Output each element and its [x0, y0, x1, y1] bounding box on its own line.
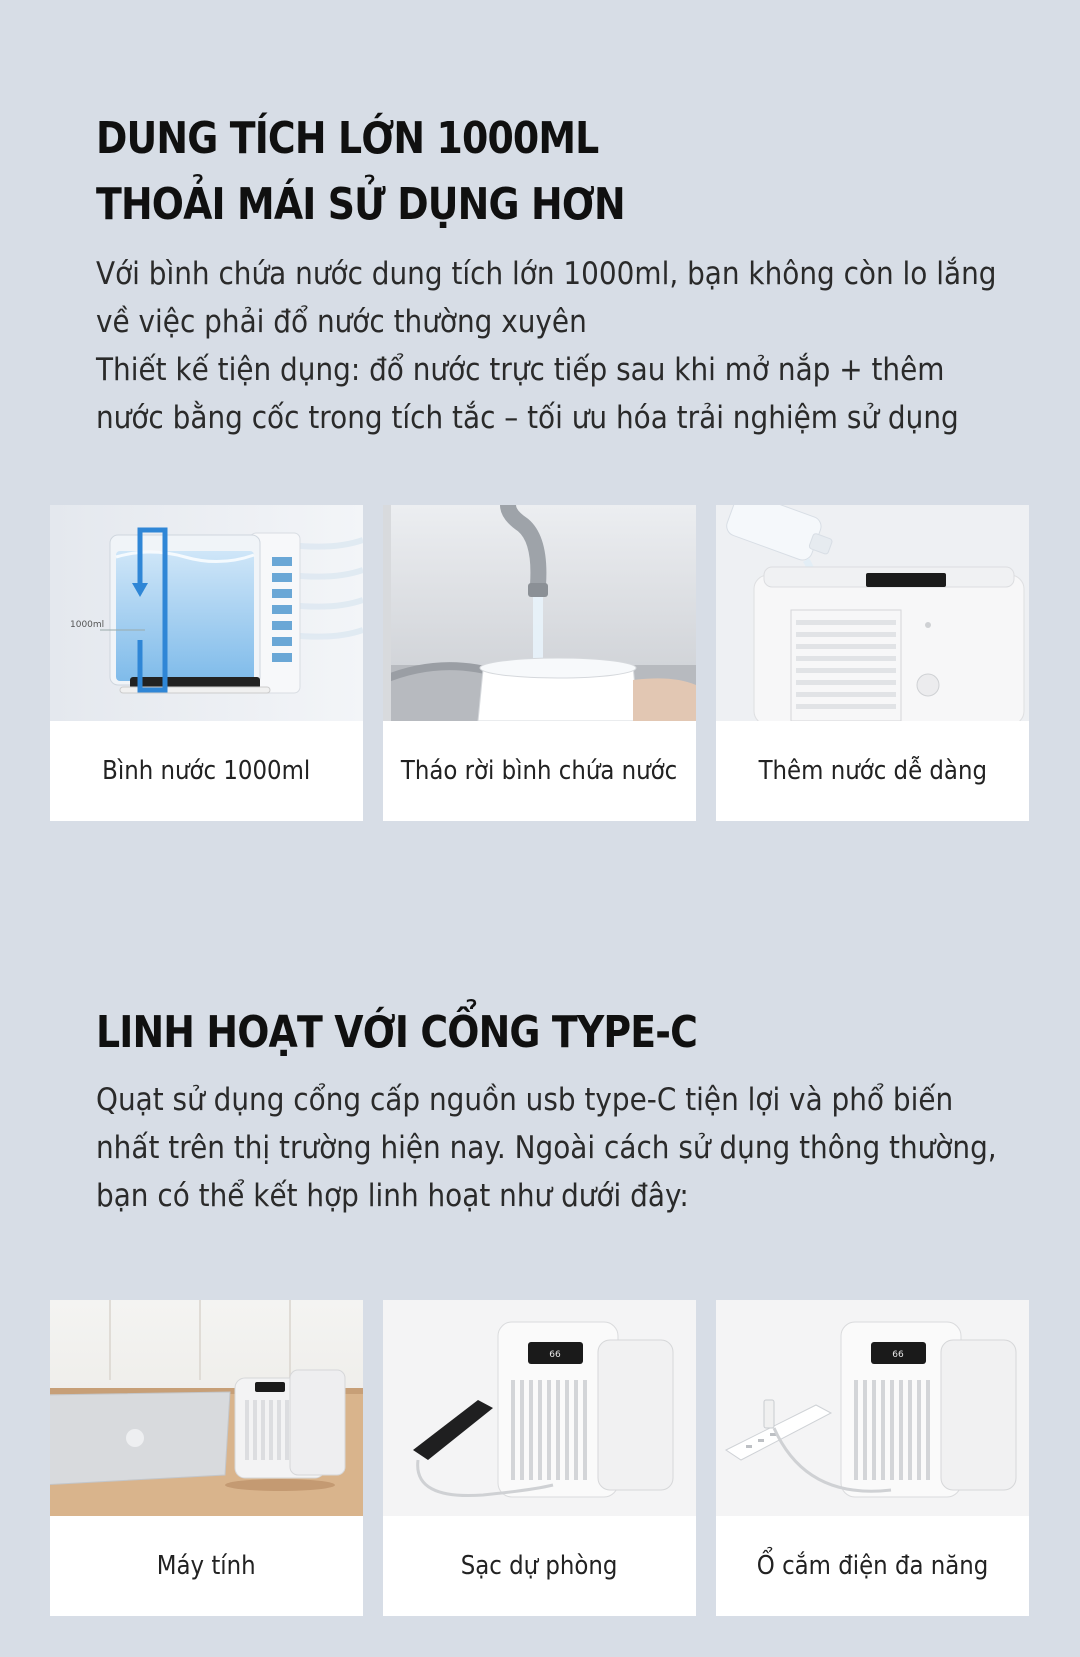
section1-desc-line-3: Thiết kế tiện dụng: đổ nước trực tiếp sau khi mở nắp + thêm [96, 352, 945, 388]
card-power-strip-label: Ổ cắm điện đa năng [756, 1551, 989, 1581]
section2-desc-line-1: Quạt sử dụng cổng cấp nguồn usb type-C tiện lợi và phổ biến [96, 1082, 954, 1118]
section2-title [96, 1000, 697, 1066]
card-laptop [50, 1300, 363, 1616]
card-add-water-label: Thêm nước dễ dàng [758, 756, 987, 786]
card-laptop-label: Máy tính [157, 1551, 256, 1581]
section1-title-line-2: THOẢI MÁI SỬ DỤNG HƠN [96, 179, 625, 230]
card-power-strip [716, 1300, 1029, 1616]
card-power-bank-label: Sạc dự phòng [461, 1551, 618, 1581]
card-water-tank [50, 505, 363, 821]
fan-display-readout: 66 [549, 1350, 561, 1360]
section1-desc-line-4: nước bằng cốc trong tích tắc – tối ưu hóa trải nghiệm sử dụng [96, 400, 959, 436]
water-tank-diagram-icon [50, 505, 363, 721]
type-c-section [0, 990, 1080, 1650]
faucet-filling-tank-icon [383, 505, 696, 721]
card-power-bank [383, 1300, 696, 1616]
section2-desc-line-3: bạn có thể kết hợp linh hoạt như dưới đây: [96, 1178, 689, 1214]
section1-desc-line-1: Với bình chứa nước dung tích lớn 1000ml, bạn không còn lo lắng [96, 256, 997, 292]
section2-card-row [50, 1300, 1030, 1616]
card-detach-tank-label: Tháo rời bình chứa nước [401, 756, 678, 786]
card-add-water [716, 505, 1029, 821]
section2-description [96, 1076, 997, 1220]
power-strip-with-fan-icon [716, 1300, 1029, 1516]
section1-desc-line-2: về việc phải đổ nước thường xuyên [96, 304, 587, 340]
section2-desc-line-2: nhất trên thị trường hiện nay. Ngoài cách sử dụng thông thường, [96, 1130, 997, 1166]
section1-card-row [50, 505, 1030, 821]
fan-display-readout: 66 [892, 1350, 904, 1360]
bottle-pouring-into-fan-icon [716, 505, 1029, 721]
section1-description [96, 250, 997, 442]
section1-title [96, 106, 625, 238]
card-detach-tank [383, 505, 696, 821]
power-bank-with-fan-icon [383, 1300, 696, 1516]
card-water-tank-label: Bình nước 1000ml [102, 756, 311, 786]
section1-title-line-1: DUNG TÍCH LỚN 1000ML [96, 113, 599, 164]
laptop-with-fan-icon [50, 1300, 363, 1516]
water-tank-capacity-caption: 1000ml [70, 620, 105, 630]
section2-title-line-1: LINH HOẠT VỚI CỔNG TYPE-C [96, 1007, 698, 1058]
